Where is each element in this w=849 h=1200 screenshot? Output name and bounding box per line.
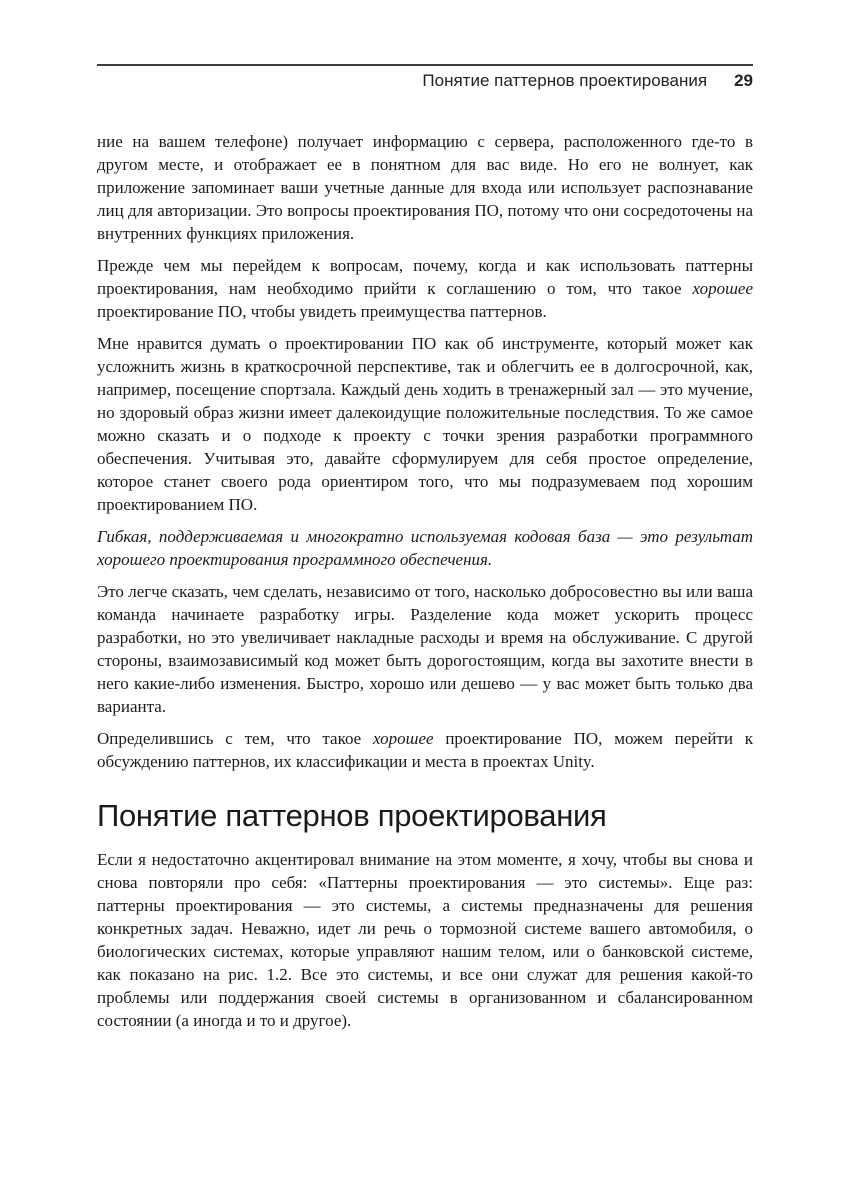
text-run: Прежде чем мы перейдем к вопросам, почему, когда и как использовать паттерны проектирования, нам необходимо прийти к соглашению о том, что такое <box>97 256 753 298</box>
text-run-italic: Гибкая, поддерживаемая и многократно используемая кодовая база — это результат хорошего проектирования программного обеспечения. <box>97 527 753 569</box>
section-heading: Понятие паттернов проектирования <box>97 798 607 833</box>
page-number: 29 <box>734 71 753 90</box>
text-run-italic: хорошее <box>692 279 753 298</box>
text-run: Это легче сказать, чем сделать, независимо от того, насколько добросовестно вы или ваша команда начинаете разработку игры. Разделение кода может ускорить процесс разработки, но это увеличивает накладные расходы и время на обслуживание. С другой стороны, взаимозависимый код может быть дорогостоящим, когда вы захотите внести в него какие-либо изменения. Быстро, хорошо или дешево — у вас может быть только два варианта. <box>97 582 753 716</box>
paragraph <box>97 130 753 245</box>
text-run-italic: хорошее <box>373 729 434 748</box>
paragraph <box>97 332 753 516</box>
paragraph <box>97 254 753 323</box>
page-content <box>97 64 753 1032</box>
running-header <box>97 64 753 91</box>
text-run: Определившись с тем, что такое <box>97 729 373 748</box>
text-run: проектирование ПО, можем перейти к обсуждению паттернов, их классификации и места в проектах Unity. <box>97 729 753 771</box>
running-header-title: Понятие паттернов проектирования <box>422 71 708 90</box>
text-run: ние на вашем телефоне) получает информацию с сервера, расположенного где-то в другом месте, и отображает ее в понятном для вас виде. Но его не волнует, как приложение запоминает ваши учетные данные для входа или использует распознавание лиц для авторизации. Это вопросы проектирования ПО, потому что они сосредоточены на внутренних функциях приложения. <box>97 132 753 243</box>
paragraph <box>97 848 753 1032</box>
text-run: проектирование ПО, чтобы увидеть преимущества паттернов. <box>97 302 547 321</box>
paragraph <box>97 727 753 773</box>
paragraph-definition <box>97 525 753 571</box>
text-run: Если я недостаточно акцентировал внимание на этом моменте, я хочу, чтобы вы снова и снова повторяли про себя: «Паттерны проектирования — это системы». Еще раз: паттерны проектирования — это системы, а системы предназначены для решения конкретных задач. Неважно, идет ли речь о тормозной системе вашего автомобиля, о биологических системах, которые управляют нашим телом, или о банковской системе, как показано на рис. 1.2. Все это системы, и все они служат для решения какой-то проблемы или поддержания своей системы в организованном и сбалансированном состоянии (а иногда и то и другое). <box>97 850 753 1030</box>
text-run: Мне нравится думать о проектировании ПО как об инструменте, который может как усложнить жизнь в краткосрочной перспективе, так и облегчить ее в долгосрочной, как, например, посещение спортзала. Каждый день ходить в тренажерный зал — это мучение, но здоровый образ жизни имеет далекоидущие положительные последствия. То же самое можно сказать и о подходе к проекту с точки зрения разработки программного обеспечения. Учитывая это, давайте сформулируем для себя простое определение, которое станет своего рода ориентиром того, что мы подразумеваем под хорошим проектированием ПО. <box>97 334 753 514</box>
paragraph <box>97 580 753 718</box>
